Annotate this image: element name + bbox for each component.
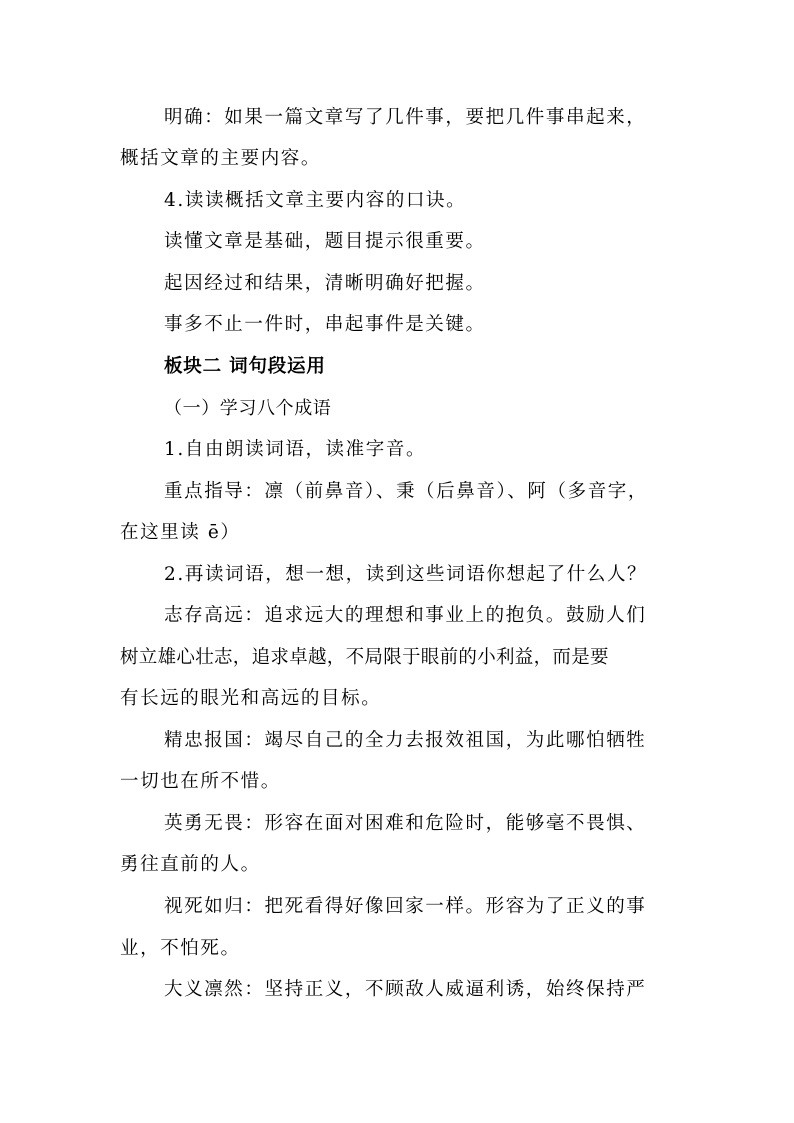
paragraph-line: 事多不止一件时，串起事件是关键。: [164, 314, 486, 335]
paragraph-line: 大义凛然：坚持正义，不顾敌人威逼利诱，始终保持严: [164, 979, 647, 1000]
paragraph-line: 视死如归：把死看得好像回家一样。形容为了正义的事: [164, 896, 647, 917]
paragraph-line: 重点指导：凛（前鼻音）、秉（后鼻音）、阿（多音字，: [164, 481, 649, 502]
section-heading: 板块二 词句段运用: [164, 356, 326, 377]
paragraph-line: 起因经过和结果，清晰明确好把握。: [164, 273, 486, 294]
paragraph-line: 明确：如果一篇文章写了几件事，要把几件事串起来，: [164, 107, 647, 128]
paragraph-line: 业，不怕死。: [120, 938, 241, 959]
paragraph-line: 2.再读词语，想一想，读到这些词语你想起了什么人？: [164, 564, 648, 585]
paragraph-line: 1.自由朗读词语，读准字音。: [164, 439, 427, 460]
paragraph-line: 4.读读概括文章主要内容的口诀。: [164, 190, 467, 211]
paragraph-line: 读懂文章是基础，题目提示很重要。: [164, 231, 486, 252]
subsection-heading: （一）学习八个成语: [164, 398, 332, 419]
paragraph-line: 英勇无畏：形容在面对困难和危险时，能够毫不畏惧、: [164, 813, 647, 834]
paragraph-line: 精忠报国：竭尽自己的全力去报效祖国，为此哪怕牺牲: [164, 730, 647, 751]
paragraph-line: 一切也在所不惜。: [120, 771, 281, 792]
paragraph-line: 概括文章的主要内容。: [120, 148, 322, 169]
paragraph-line: 志存高远：追求远大的理想和事业上的抱负。鼓励人们: [164, 605, 647, 626]
paragraph-line: 在这里读 ē）: [120, 522, 241, 543]
paragraph-line: 有长远的眼光和高远的目标。: [120, 688, 382, 709]
paragraph-line: 树立雄心壮志，追求卓越，不局限于眼前的小利益，而是要: [120, 647, 609, 668]
paragraph-line: 勇往直前的人。: [120, 854, 261, 875]
